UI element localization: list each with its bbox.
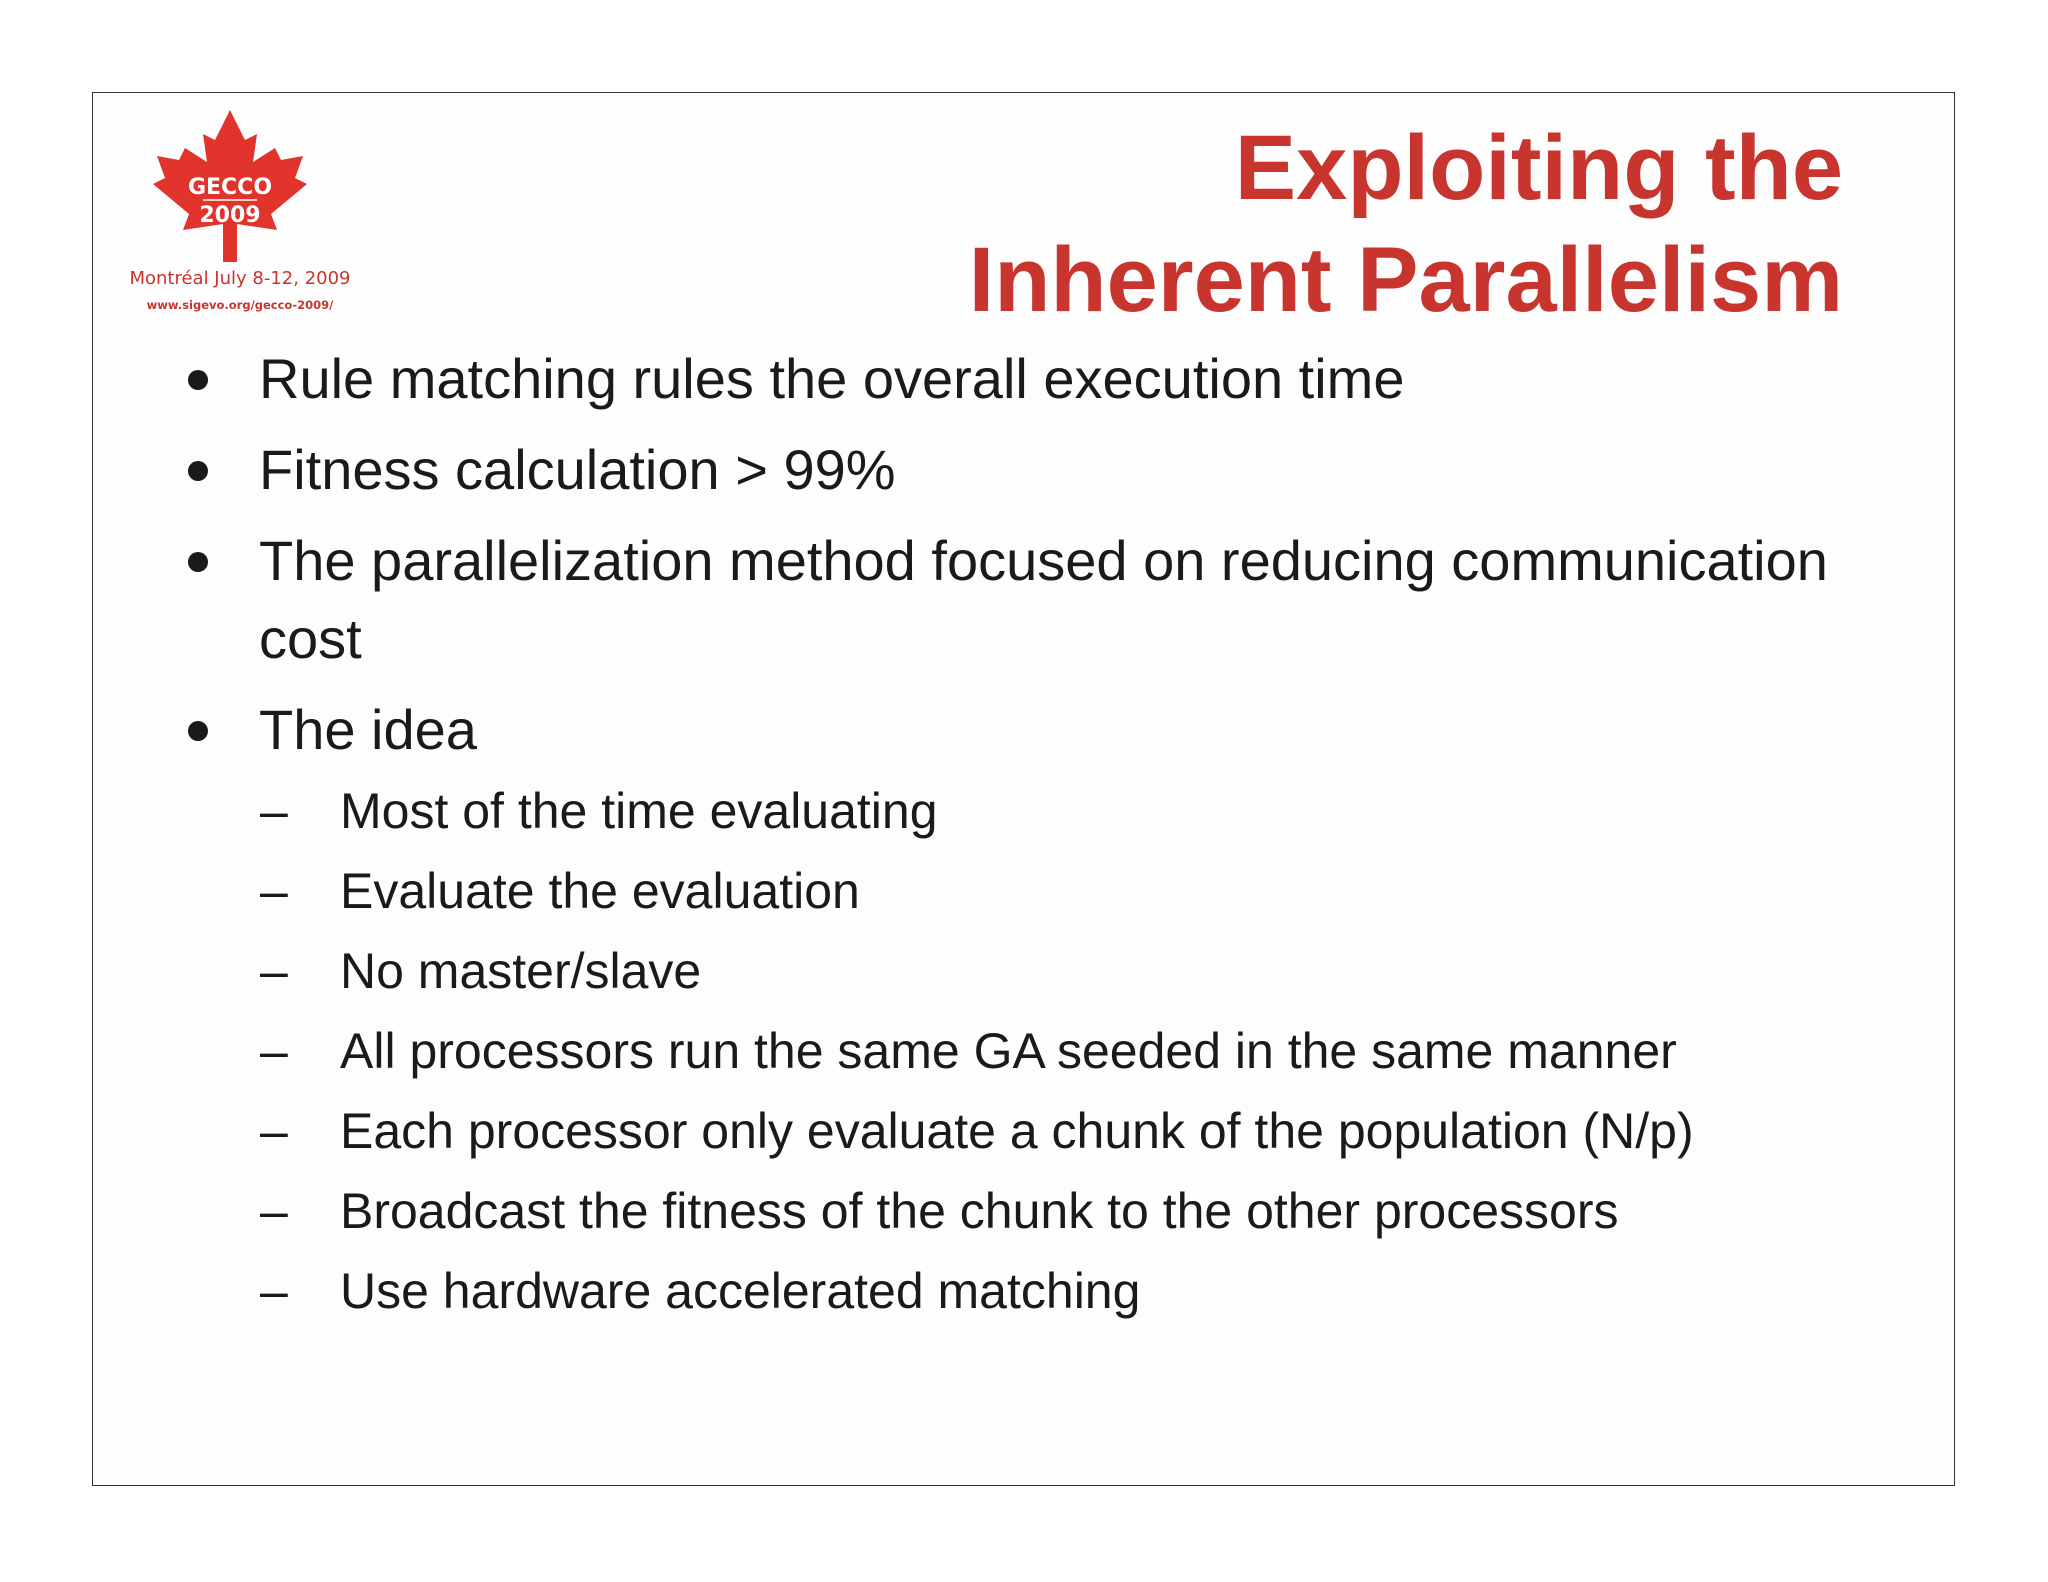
sub-bullet-text: Evaluate the evaluation bbox=[340, 863, 860, 919]
sub-bullet-item bbox=[259, 1091, 1830, 1171]
dash-icon: – bbox=[260, 1183, 288, 1239]
maple-leaf-icon bbox=[105, 100, 375, 270]
sub-bullet-item bbox=[259, 1171, 1830, 1251]
bullet-text: Rule matching rules the overall execution time bbox=[259, 347, 1405, 410]
logo-url: www.sigevo.org/gecco-2009/ bbox=[146, 298, 334, 312]
dash-icon: – bbox=[260, 1103, 288, 1159]
bullet-text: The parallelization method focused on reducing communication cost bbox=[259, 529, 1828, 670]
logo-leaf-line2: 2009 bbox=[199, 203, 261, 228]
dash-icon: – bbox=[260, 943, 288, 999]
sub-bullet-item bbox=[259, 771, 1830, 851]
bullet-item bbox=[180, 431, 1830, 509]
bullet-dot-icon bbox=[188, 721, 208, 741]
sub-bullet-item bbox=[259, 1011, 1830, 1091]
bullet-dot-icon bbox=[188, 370, 208, 390]
slide-title-line1: Exploiting the bbox=[1234, 117, 1843, 219]
bullet-dot-icon bbox=[188, 552, 208, 572]
sub-bullet-text: All processors run the same GA seeded in the same manner bbox=[340, 1023, 1677, 1079]
bullet-item bbox=[180, 691, 1830, 1331]
bullet-dot-icon bbox=[188, 461, 208, 481]
sub-bullet-item bbox=[259, 851, 1830, 931]
bullet-item bbox=[180, 340, 1830, 418]
sub-bullet-text: Each processor only evaluate a chunk of the population (N/p) bbox=[340, 1103, 1694, 1159]
bullet-item bbox=[180, 522, 1830, 678]
bullet-list bbox=[180, 340, 1830, 1344]
sub-bullet-item bbox=[259, 931, 1830, 1011]
dash-icon: – bbox=[260, 1023, 288, 1079]
sub-bullet-text: Use hardware accelerated matching bbox=[340, 1263, 1141, 1319]
sub-bullet-text: No master/slave bbox=[340, 943, 702, 999]
sub-bullet-list bbox=[259, 771, 1830, 1331]
bullet-text: The idea bbox=[259, 698, 477, 761]
dash-icon: – bbox=[260, 863, 288, 919]
sub-bullet-text: Most of the time evaluating bbox=[340, 783, 938, 839]
sub-bullet-text: Broadcast the fitness of the chunk to the other processors bbox=[340, 1183, 1619, 1239]
logo-leaf-line1: GECCO bbox=[187, 175, 273, 200]
sub-bullet-item bbox=[259, 1251, 1830, 1331]
bullet-text: Fitness calculation > 99% bbox=[259, 438, 896, 501]
logo-caption: Montréal July 8-12, 2009 bbox=[129, 268, 351, 289]
slide-title-line2: Inherent Parallelism bbox=[968, 229, 1843, 331]
slide-title bbox=[969, 112, 1843, 336]
gecco-2009-logo bbox=[105, 100, 375, 330]
dash-icon: – bbox=[260, 783, 288, 839]
dash-icon: – bbox=[260, 1263, 288, 1319]
